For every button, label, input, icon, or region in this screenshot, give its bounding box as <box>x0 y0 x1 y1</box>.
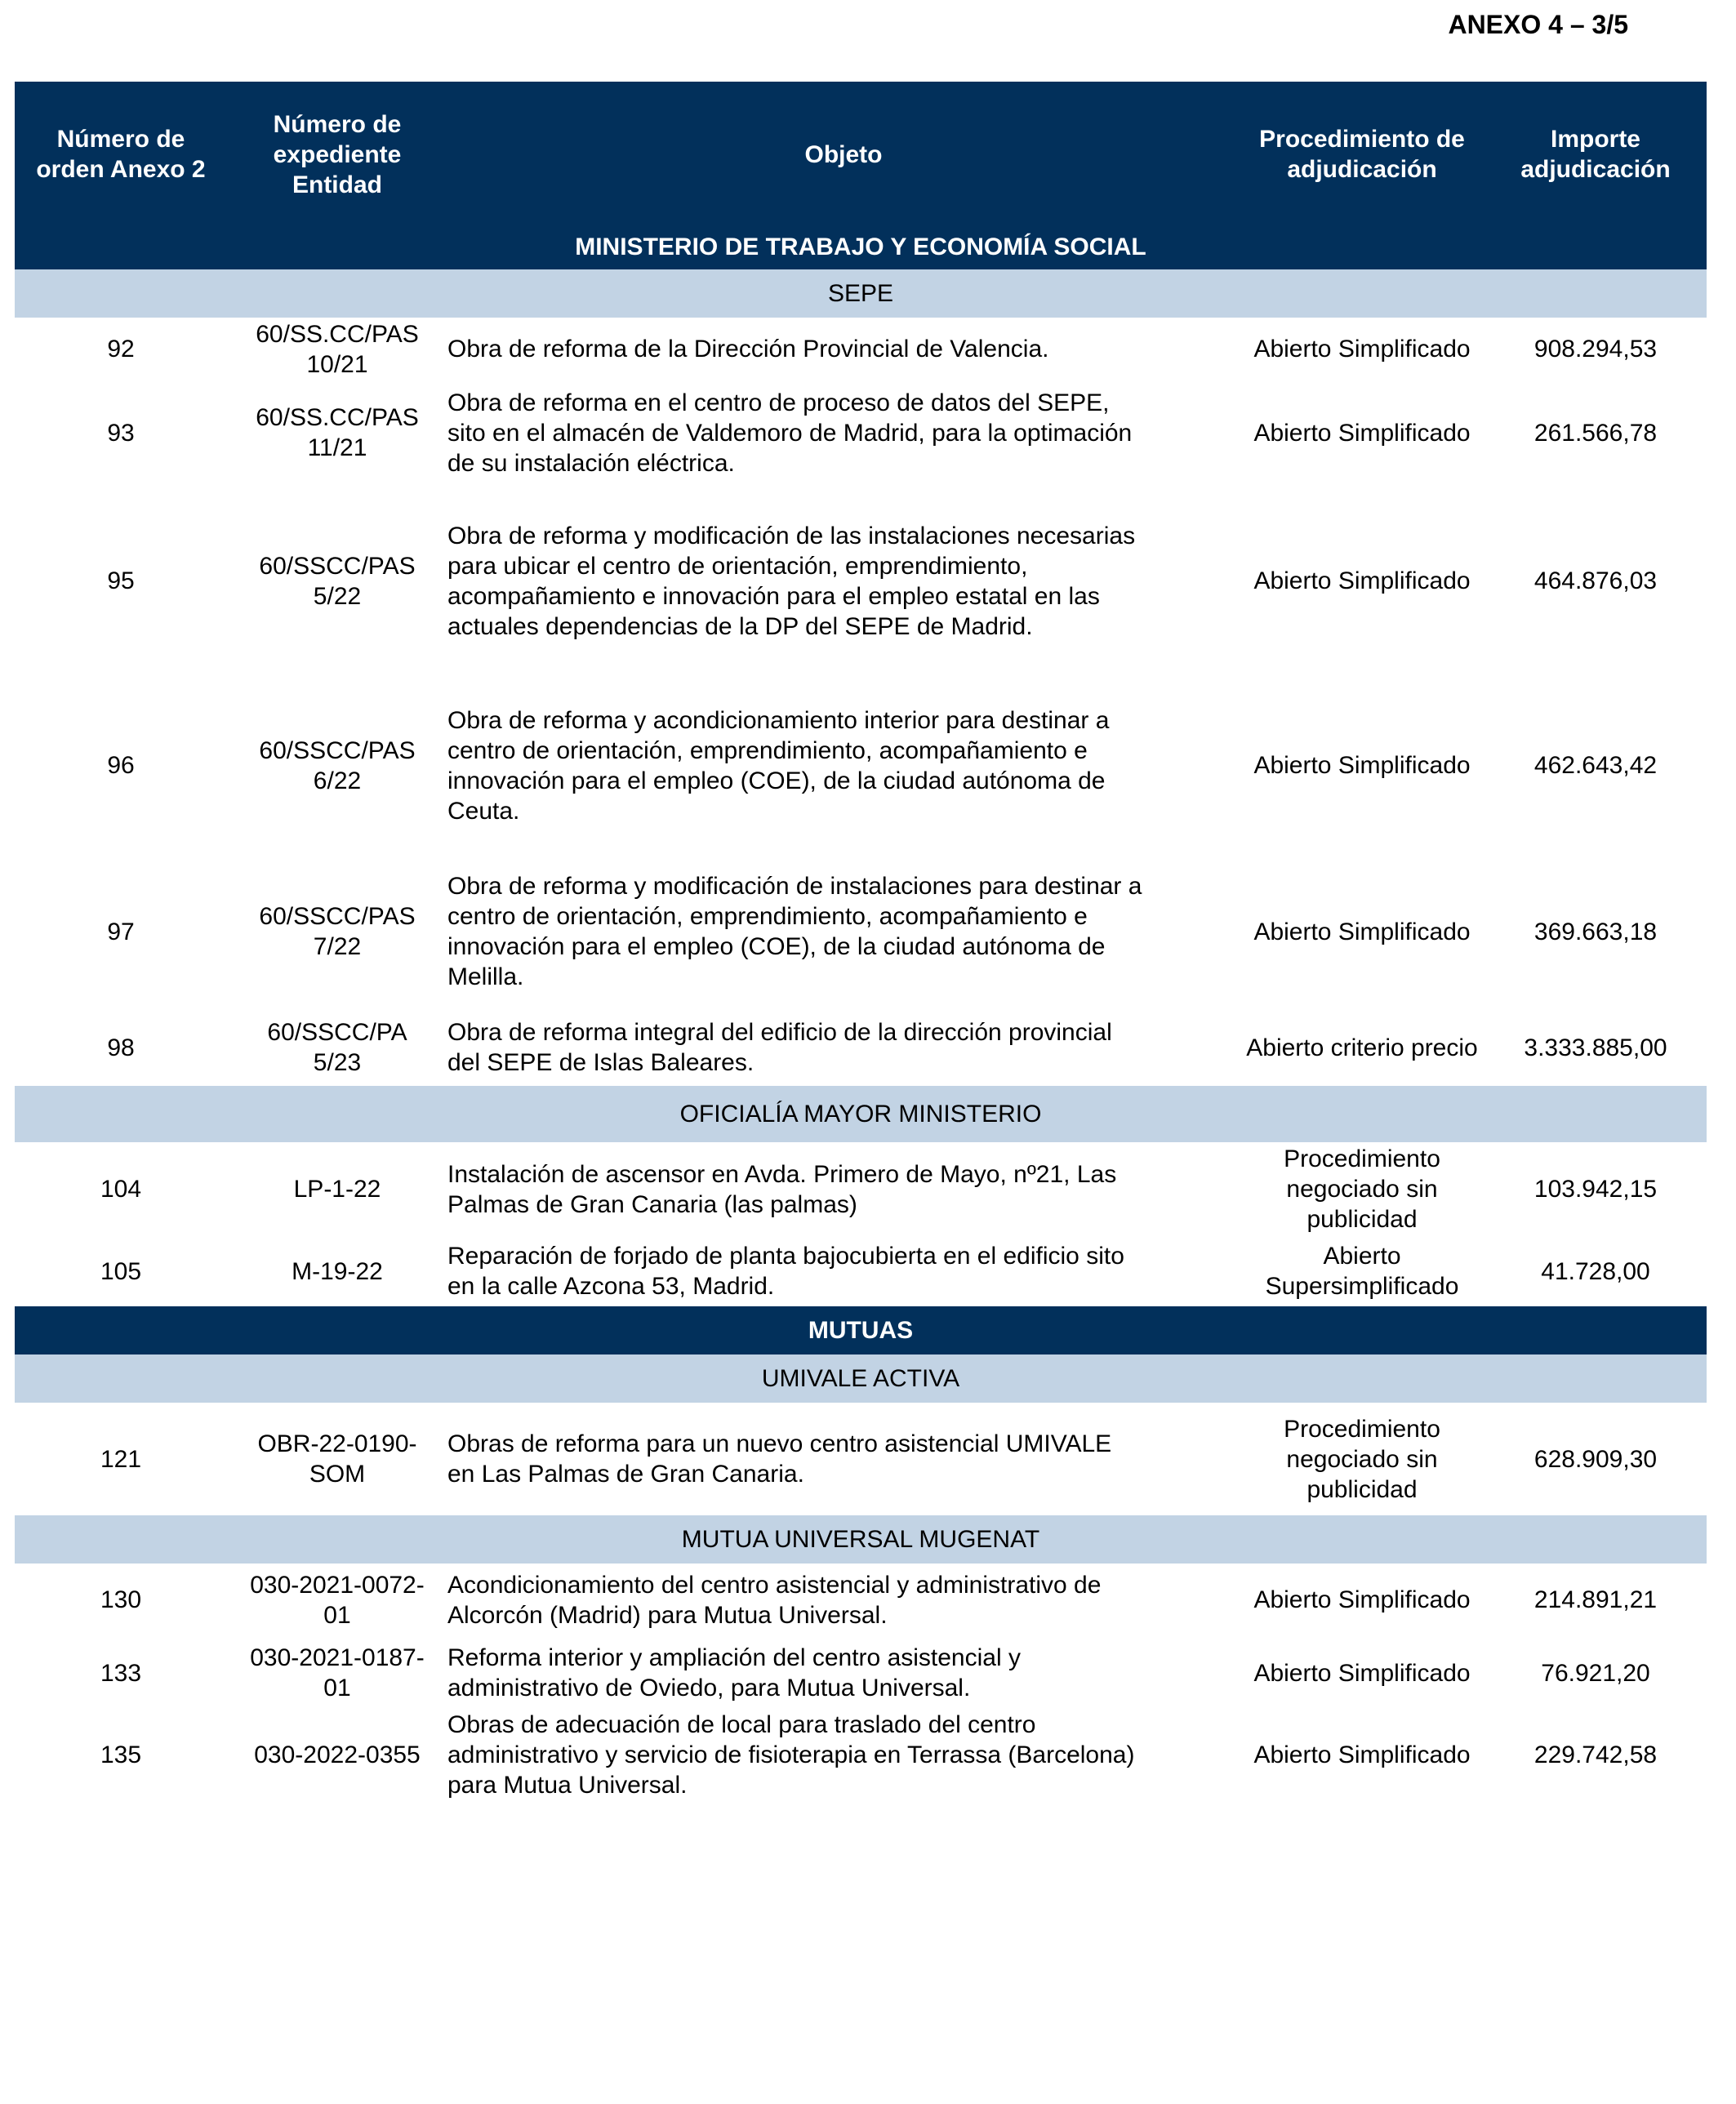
procedure: Abierto Simplificado <box>1253 567 1471 594</box>
procedure: Abierto Simplificado <box>1253 419 1471 447</box>
file-number: M-19-22 <box>292 1257 383 1285</box>
header-object: Objeto <box>804 140 883 168</box>
file-number: 60/SSCC/PAS 5/22 <box>259 552 416 610</box>
section-oficialia-mayor: OFICIALÍA MAYOR MINISTERIO <box>15 1086 1707 1142</box>
file-number: 60/SSCC/PA 5/23 <box>267 1019 407 1076</box>
amount: 261.566,78 <box>1533 419 1658 447</box>
object-text: Instalación de ascensor en Avda. Primero de Mayo, nº21, Las Palmas de Gran Canaria (las palmas) <box>447 1160 1117 1218</box>
table-row <box>15 1710 1707 1799</box>
table-row <box>15 380 1707 485</box>
header-file-number: Número de expediente Entidad <box>273 110 402 198</box>
procedure: Abierto Simplificado <box>1253 1586 1471 1613</box>
annex-page-label: ANEXO 4 – 3/5 <box>1448 10 1628 39</box>
procedure: Procedimiento negociado sin publicidad <box>1284 1415 1440 1503</box>
contracts-table <box>15 82 1707 1799</box>
header-order-number: Número de orden Anexo 2 <box>36 126 206 183</box>
object-text: Obra de reforma integral del edificio de la dirección provincial del SEPE de Islas Baleares. <box>447 1019 1112 1076</box>
order-number: 133 <box>100 1659 142 1687</box>
procedure: Abierto Simplificado <box>1253 336 1471 363</box>
order-number: 135 <box>100 1741 142 1768</box>
ministry-heading: MINISTERIO DE TRABAJO Y ECONOMÍA SOCIAL <box>575 234 1146 260</box>
order-number: 121 <box>100 1445 142 1473</box>
order-number: 98 <box>107 1034 135 1061</box>
amount: 214.891,21 <box>1533 1586 1658 1613</box>
amount: 76.921,20 <box>1541 1659 1650 1687</box>
amount: 229.742,58 <box>1533 1741 1658 1768</box>
object-text: Obra de reforma y modificación de instalaciones para destinar a centro de orientación, emprendimiento, acompañamiento e innovación para el empleo (COE), de la ciudad autónoma de Melilla. <box>447 873 1142 990</box>
file-number: LP-1-22 <box>293 1176 381 1203</box>
order-number: 97 <box>107 918 135 945</box>
amount: 3.333.885,00 <box>1524 1034 1667 1061</box>
procedure: Abierto Simplificado <box>1253 918 1471 945</box>
table-header <box>15 82 1707 269</box>
object-text: Obra de reforma y modificación de las instalaciones necesarias para ubicar el centro de orientación, emprendimiento, acompañamiento e innovación para el empleo estatal en las actuales dependencias de la DP del SEPE de Madrid. <box>447 522 1136 640</box>
amount: 369.663,18 <box>1533 918 1658 945</box>
object-text: Obra de reforma y acondicionamiento interior para destinar a centro de orientación, emprendimiento, acompañamiento e innovación para el empleo (COE), de la ciudad autónoma de Ceuta. <box>447 706 1110 825</box>
object-text: Obra de reforma en el centro de proceso de datos del SEPE, sito en el almacén de Valdemoro de Madrid, para la optimación de su instalación eléctrica. <box>447 389 1133 477</box>
header-procedure: Procedimiento de adjudicación <box>1259 126 1465 183</box>
amount: 628.909,30 <box>1533 1445 1658 1473</box>
object-text: Reforma interior y ampliación del centro asistencial y administrativo de Oviedo, para Mutua Universal. <box>447 1644 1021 1701</box>
section-mutuas: MUTUAS <box>15 1306 1707 1354</box>
procedure: Abierto Simplificado <box>1253 752 1471 779</box>
order-number: 93 <box>107 419 135 447</box>
procedure: Abierto Simplificado <box>1253 1741 1471 1768</box>
order-number: 130 <box>100 1586 142 1613</box>
procedure: Procedimiento negociado sin publicidad <box>1284 1145 1440 1233</box>
order-number: 104 <box>100 1176 142 1203</box>
table-row <box>15 1564 1707 1636</box>
table-row <box>15 1403 1707 1515</box>
section-sepe: SEPE <box>15 269 1707 318</box>
header-amount: Importe adjudicación <box>1520 126 1671 183</box>
order-number: 92 <box>107 336 135 363</box>
table-row <box>15 318 1707 380</box>
amount: 103.942,15 <box>1533 1176 1658 1203</box>
amount: 462.643,42 <box>1533 752 1658 779</box>
file-number: OBR-22-0190- SOM <box>257 1430 417 1488</box>
order-number: 95 <box>107 567 135 594</box>
table-row <box>15 1009 1707 1086</box>
table-row <box>15 1236 1707 1306</box>
file-number: 60/SSCC/PAS 7/22 <box>259 903 416 960</box>
object-text: Obra de reforma de la Dirección Provincial de Valencia. <box>447 336 1049 363</box>
table-row <box>15 485 1707 677</box>
amount: 464.876,03 <box>1533 567 1658 594</box>
section-umivale-activa: UMIVALE ACTIVA <box>15 1354 1707 1403</box>
object-text: Obras de reforma para un nuevo centro asistencial UMIVALE en Las Palmas de Gran Canaria. <box>447 1430 1112 1488</box>
file-number: 60/SS.CC/PAS 11/21 <box>256 404 419 461</box>
amount: 41.728,00 <box>1541 1257 1650 1285</box>
file-number: 60/SS.CC/PAS 10/21 <box>256 320 419 378</box>
object-text: Obras de adecuación de local para traslado del centro administrativo y servicio de fisioterapia en Terrassa (Barcelona) para Mutua Universal. <box>447 1710 1135 1799</box>
file-number: 030-2021-0187- 01 <box>250 1644 425 1701</box>
section-mutua-universal-mugenat: MUTUA UNIVERSAL MUGENAT <box>15 1515 1707 1564</box>
table-row <box>15 854 1707 1009</box>
order-number: 105 <box>100 1257 142 1285</box>
table-row <box>15 677 1707 854</box>
object-text: Reparación de forjado de planta bajocubierta en el edificio sito en la calle Azcona 53, Madrid. <box>447 1243 1124 1300</box>
amount: 908.294,53 <box>1533 336 1658 363</box>
procedure: Abierto criterio precio <box>1246 1034 1478 1061</box>
file-number: 030-2021-0072- 01 <box>250 1571 425 1629</box>
file-number: 60/SSCC/PAS 6/22 <box>259 736 416 794</box>
file-number: 030-2022-0355 <box>254 1741 421 1768</box>
procedure: Abierto Supersimplificado <box>1265 1243 1459 1300</box>
table-row <box>15 1636 1707 1710</box>
order-number: 96 <box>107 752 135 779</box>
table-row <box>15 1142 1707 1236</box>
object-text: Acondicionamiento del centro asistencial y administrativo de Alcorcón (Madrid) para Mutua Universal. <box>447 1571 1102 1629</box>
procedure: Abierto Simplificado <box>1253 1659 1471 1687</box>
